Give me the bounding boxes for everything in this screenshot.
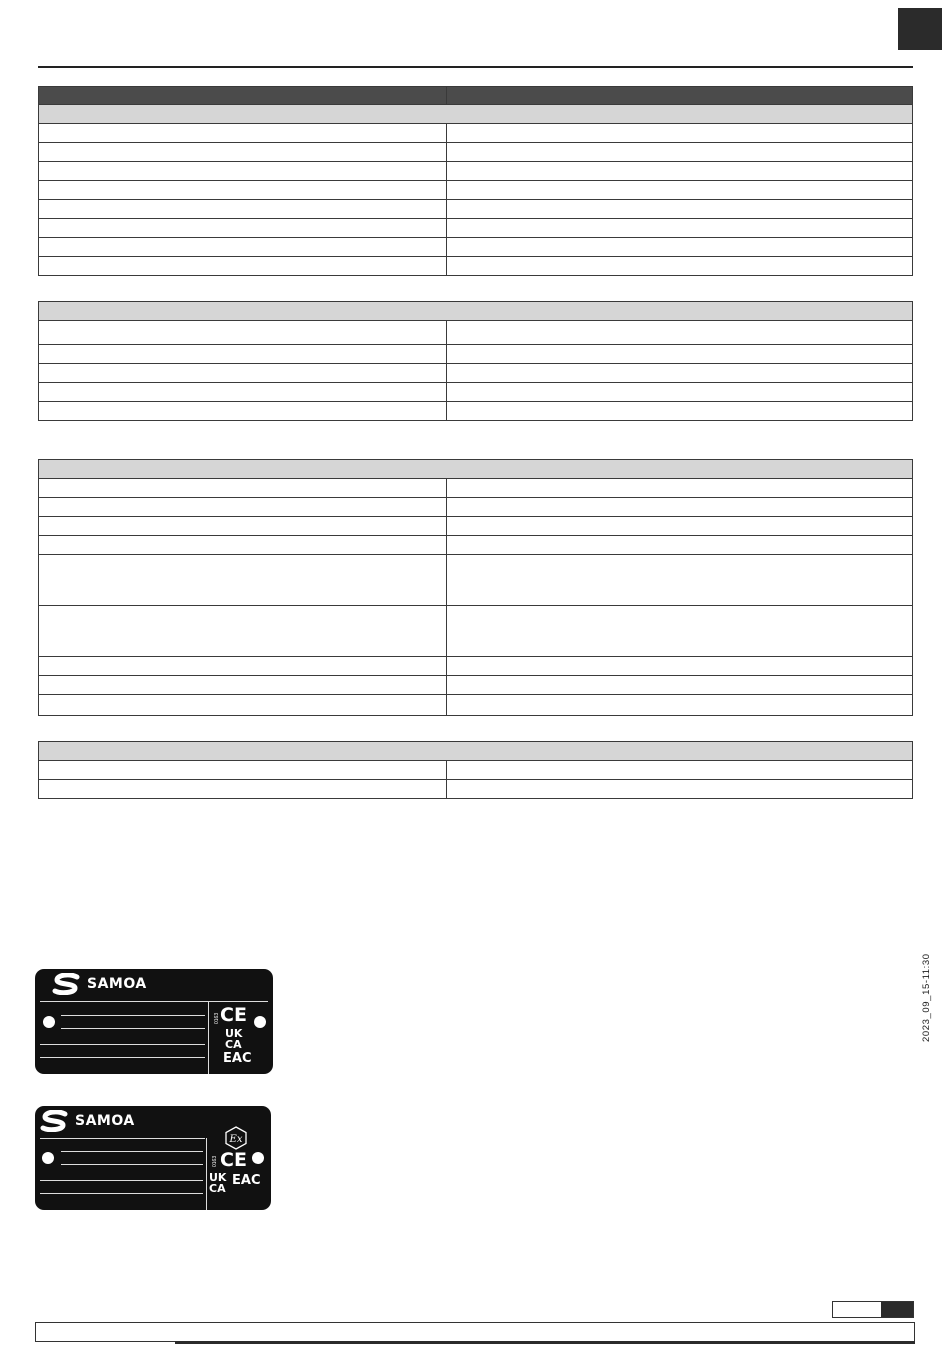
ukca-mark-icon: UKCA	[209, 1171, 227, 1195]
eac-mark-icon: EAC	[232, 1173, 261, 1188]
table-row	[39, 238, 913, 257]
section-header-row	[39, 742, 913, 761]
section-header-row	[39, 105, 913, 124]
ukca-mark-icon: UKCA	[225, 1027, 243, 1051]
table-row	[39, 143, 913, 162]
table-row	[39, 555, 913, 606]
svg-text:Ex: Ex	[229, 1134, 243, 1145]
table-row	[39, 498, 913, 517]
samoa-logo-icon	[39, 1110, 71, 1132]
spec-table-general	[38, 86, 913, 276]
spec-table-second	[38, 301, 913, 421]
table-row	[39, 257, 913, 276]
table-row	[39, 517, 913, 536]
mounting-hole	[43, 1016, 55, 1028]
header-rule	[38, 66, 913, 68]
table-row	[39, 200, 913, 219]
samoa-logo-icon	[51, 973, 83, 995]
table-row	[39, 402, 913, 421]
page-number-box	[832, 1301, 914, 1318]
table-row	[39, 606, 913, 657]
footer-rule	[175, 1341, 915, 1344]
table-row	[39, 536, 913, 555]
plate-brand-text: SAMOA	[87, 976, 147, 992]
table-header-row	[39, 87, 913, 105]
table-row	[39, 162, 913, 181]
ce-mark-icon: CE	[220, 1004, 247, 1026]
table-row	[39, 695, 913, 716]
rating-plate-standard	[35, 969, 273, 1074]
ce-mark-icon: CE	[220, 1149, 247, 1171]
plate-brand	[51, 973, 147, 995]
rating-plate-atex	[35, 1106, 271, 1210]
table-row	[39, 479, 913, 498]
plate-brand-text: SAMOA	[75, 1113, 135, 1129]
table-row	[39, 761, 913, 780]
atex-hexagon-icon	[224, 1126, 248, 1150]
table-row	[39, 124, 913, 143]
table-row	[39, 181, 913, 200]
table-row	[39, 364, 913, 383]
mounting-hole	[42, 1152, 54, 1164]
table-row	[39, 383, 913, 402]
table-row	[39, 676, 913, 695]
table-row	[39, 219, 913, 238]
section-header-row	[39, 460, 913, 479]
mounting-hole	[252, 1152, 264, 1164]
table-row	[39, 345, 913, 364]
spec-table-third	[38, 459, 913, 716]
date-stamp: 2023_09_15-11:30	[921, 953, 932, 1042]
eac-mark-icon: EAC	[223, 1051, 252, 1066]
corner-tab	[898, 8, 942, 50]
plate-brand	[39, 1110, 135, 1132]
table-row	[39, 321, 913, 345]
section-header-row	[39, 302, 913, 321]
mounting-hole	[254, 1016, 266, 1028]
table-row	[39, 657, 913, 676]
table-row	[39, 780, 913, 799]
spec-table-fourth	[38, 741, 913, 799]
notified-body-number: 0163	[212, 1155, 218, 1167]
notified-body-number: 0163	[214, 1012, 220, 1024]
footer-bar	[35, 1322, 915, 1342]
